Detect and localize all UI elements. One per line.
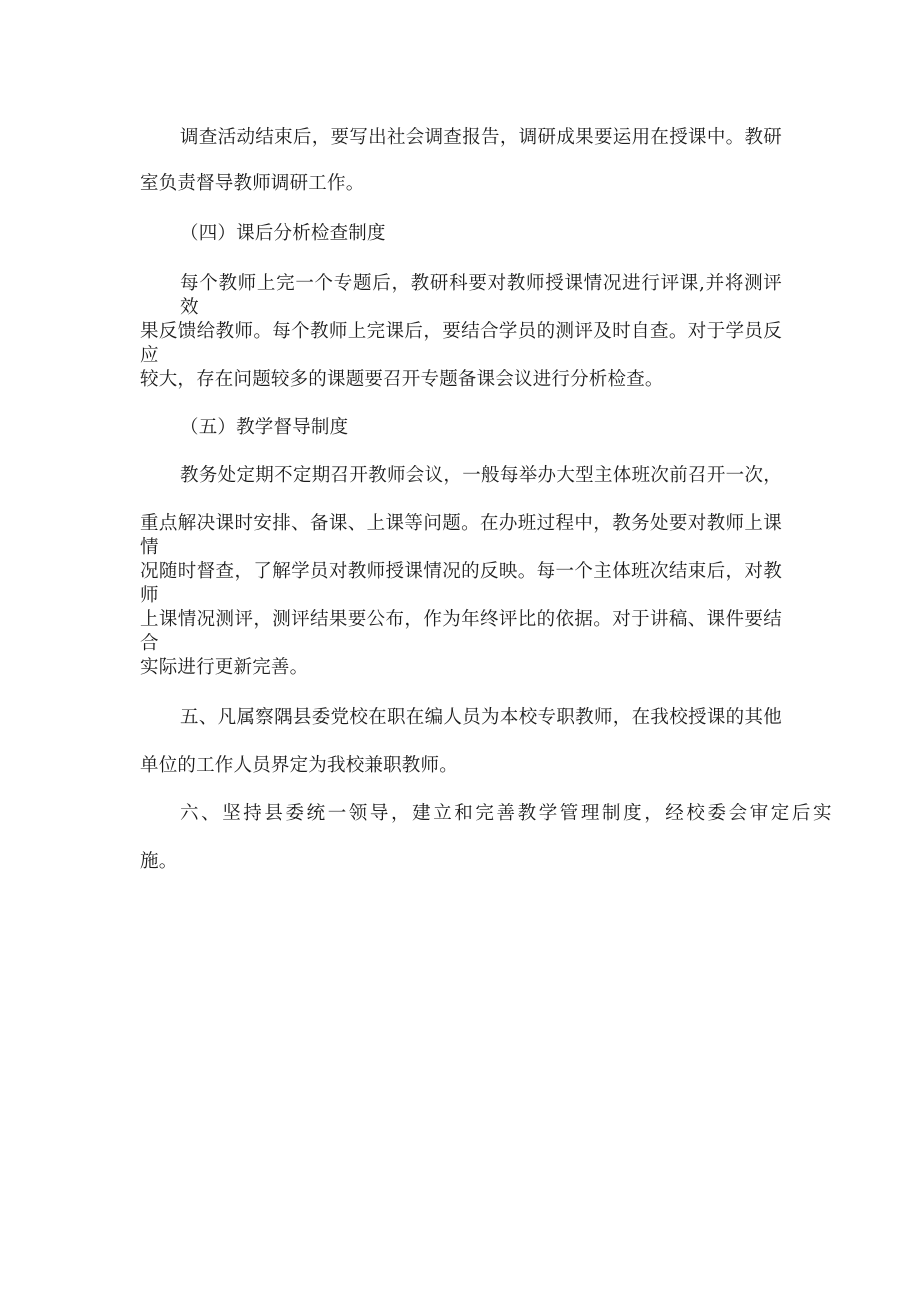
paragraph-line: 五、凡属察隅县委党校在职在编人员为本校专职教师，在我校授课的其他 [180, 707, 782, 728]
section-heading: （五）教学督导制度 [180, 417, 349, 438]
paragraph-line: 实际进行更新完善。 [140, 657, 309, 678]
paragraph-line: 果反馈给教师。每个教师上完课后，要结合学员的测评及时自查。对于学员反应 [140, 321, 782, 366]
paragraph-line: 施。 [140, 851, 178, 872]
paragraph-line: 重点解决课时安排、备课、上课等问题。在办班过程中，教务处要对教师上课情 [140, 513, 782, 558]
paragraph-line: 六、坚持县委统一领导，建立和完善教学管理制度，经校委会审定后实 [180, 803, 835, 824]
paragraph-line: 教务处定期不定期召开教师会议，一般每举办大型主体班次前召开一次， [180, 465, 782, 486]
paragraph-line: 每个教师上完一个专题后，教研科要对教师授课情况进行评课,并将测评效 [180, 273, 782, 318]
paragraph-line: 单位的工作人员界定为我校兼职教师。 [140, 755, 458, 776]
paragraph-line: 上课情况测评，测评结果要公布，作为年终评比的依据。对于讲稿、课件要结合 [140, 609, 782, 654]
paragraph-line: 调查活动结束后，要写出社会调查报告，调研成果要运用在授课中。教研 [180, 127, 782, 148]
paragraph-line: 室负责督导教师调研工作。 [140, 173, 365, 194]
paragraph-line: 较大，存在问题较多的课题要召开专题备课会议进行分析检查。 [140, 369, 664, 390]
paragraph-line: 况随时督查，了解学员对教师授课情况的反映。每一个主体班次结束后，对教师 [140, 561, 782, 606]
section-heading: （四）课后分析检查制度 [180, 223, 386, 244]
